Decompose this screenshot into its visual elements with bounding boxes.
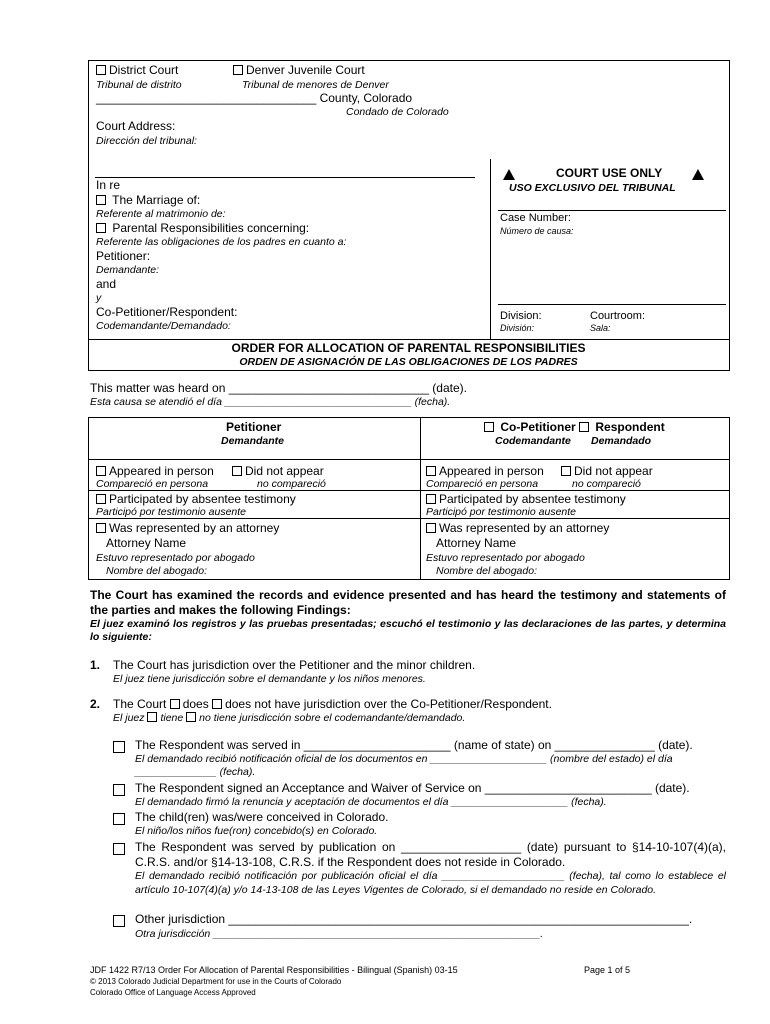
findings-intro-es: El juez examinó los registros y las pruebas presentadas; escuchó el testimonio y las declaraciones de las partes, y determina lo siguiente:	[90, 618, 726, 643]
petitioner-attorney-name-es: Nombre del abogado:	[106, 565, 207, 577]
division-label: Division:	[500, 310, 542, 322]
waiver-checkbox[interactable]	[113, 782, 133, 800]
does-checkbox[interactable]	[170, 699, 180, 709]
publication-checkbox[interactable]	[113, 841, 133, 859]
checkbox[interactable]	[232, 466, 242, 476]
in-re-label: In re	[96, 178, 121, 192]
petitioner-appeared-es: Compareció en persona	[96, 478, 209, 490]
option-label: Participated by absentee testimony	[439, 492, 626, 506]
triangle-right-icon	[692, 167, 704, 185]
respondent-did-not-appear-option[interactable]	[561, 464, 653, 478]
district-court-es: Tribunal de distrito	[96, 79, 182, 91]
juvenile-court-label: Denver Juvenile Court	[246, 63, 365, 77]
juvenile-court-checkbox[interactable]	[233, 65, 243, 75]
co-petitioner-es: Codemandante/Demandado:	[96, 320, 231, 332]
parental-label: Parental Responsibilities concerning:	[112, 221, 310, 235]
footer-approved: Colorado Office of Language Access Approved	[90, 988, 256, 997]
findings-intro: The Court has examined the records and evidence presented and has heard the testimony and statements of the parties and makes the following Findings:	[90, 588, 726, 617]
checkbox[interactable]	[426, 494, 436, 504]
county-es: Condado de Colorado	[346, 106, 449, 118]
respondent-appeared-option[interactable]	[426, 464, 544, 478]
served-checkbox[interactable]	[113, 739, 133, 757]
waiver-text-es: El demandado firmó la renuncia y aceptación de documentos el día ____________________ (fecha).	[135, 796, 607, 808]
court-address-label: Court Address:	[96, 119, 176, 133]
case-number-es: Número de causa:	[500, 226, 574, 236]
checkbox[interactable]	[426, 466, 436, 476]
respondent-attorney-name-es: Nombre del abogado:	[436, 565, 537, 577]
marriage-option[interactable]	[96, 193, 200, 207]
court-use-label: COURT USE ONLY	[556, 166, 663, 180]
juvenile-court-option[interactable]	[233, 63, 365, 77]
item-2-es-tiene: tiene	[160, 712, 184, 724]
respondent-appeared-es: Compareció en persona	[426, 478, 539, 490]
item-2-pre: The Court	[113, 697, 167, 711]
other-jurisdiction-text[interactable]: Other jurisdiction _____________________________________________________________________.	[135, 912, 693, 926]
footer-page-number: Page 1 of 5	[584, 965, 631, 975]
table-right	[729, 417, 730, 580]
option-label: Did not appear	[574, 464, 653, 478]
and-label: and	[96, 277, 117, 291]
co-petitioner-column-head	[484, 420, 665, 434]
court-use-separator-2	[498, 304, 726, 305]
option-label: Appeared in person	[439, 464, 544, 478]
county-line[interactable]: _________________________________ County, Colorado	[96, 91, 413, 105]
served-text-es-2: ______________ (fecha).	[135, 766, 256, 778]
courtroom-es: Sala:	[590, 323, 611, 333]
and-es: y	[96, 292, 102, 304]
court-use-es: USO EXCLUSIVO DEL TRIBUNAL	[509, 182, 676, 194]
heard-date-es: Esta causa se atendió el día ________________________________ (fecha).	[90, 396, 451, 408]
item-1-text: The Court has jurisdiction over the Petitioner and the minor children.	[113, 658, 476, 672]
no-tiene-checkbox[interactable]	[186, 712, 196, 722]
petitioner-did-not-appear-option[interactable]	[232, 464, 324, 478]
petitioner-attorney-option[interactable]	[96, 521, 279, 535]
respondent-absentee-option[interactable]	[426, 492, 626, 506]
served-text[interactable]: The Respondent was served in ______________________ (name of state) on _______________ (date).	[135, 738, 693, 752]
checkbox[interactable]	[96, 494, 106, 504]
does-not-checkbox[interactable]	[212, 699, 222, 709]
caption-separator	[95, 177, 475, 178]
table-bottom	[88, 579, 730, 580]
respondent-absentee-es: Participó por testimonio ausente	[426, 506, 576, 518]
option-label: Was represented by an attorney	[109, 521, 280, 535]
option-label: Did not appear	[245, 464, 324, 478]
box-top-border	[88, 60, 729, 61]
item-1-number: 1.	[90, 658, 101, 672]
division-es: División:	[500, 323, 535, 333]
respondent-attorney-option[interactable]	[426, 521, 609, 535]
marriage-label: The Marriage of:	[112, 193, 201, 207]
parental-option[interactable]	[96, 221, 309, 235]
item-1-text-es: El juez tiene jurisdicción sobre el demandante y los niños menores.	[113, 673, 426, 685]
co-petitioner-head-label: Co-Petitioner	[500, 420, 576, 434]
petitioner-attorney-name[interactable]: Attorney Name	[106, 536, 187, 550]
waiver-text[interactable]: The Respondent signed an Acceptance and Waiver of Service on _________________________ (date).	[135, 781, 690, 795]
court-use-divider	[490, 159, 491, 339]
item-2-text-es	[113, 712, 465, 724]
court-use-separator-1	[498, 210, 726, 211]
checkbox[interactable]	[561, 466, 571, 476]
petitioner-attorney-es: Estuvo representado por abogado	[96, 552, 255, 564]
item-2-post: does not have jurisdiction over the Co-Petitioner/Respondent.	[225, 697, 552, 711]
respondent-attorney-es: Estuvo representado por abogado	[426, 552, 585, 564]
petitioner-label: Petitioner:	[96, 249, 151, 263]
footer-form-id: JDF 1422 R7/13 Order For Allocation of Parental Responsibilities - Bilingual (Spanish) 03-15	[90, 965, 458, 975]
box-left-border	[88, 60, 89, 371]
table-row-1	[88, 459, 730, 460]
petitioner-absentee-option[interactable]	[96, 492, 296, 506]
checkbox[interactable]	[96, 466, 106, 476]
parental-checkbox[interactable]	[96, 223, 106, 233]
footer-copyright: © 2013 Colorado Judicial Department for use in the Courts of Colorado	[90, 977, 342, 986]
court-address-es: Dirección del tribunal:	[96, 135, 197, 147]
heard-date-line[interactable]: This matter was heard on ______________________________ (date).	[90, 381, 467, 395]
conceived-text: The child(ren) was/were conceived in Colorado.	[135, 810, 389, 824]
table-mid	[420, 417, 421, 580]
courtroom-label: Courtroom:	[590, 310, 646, 322]
petitioner-did-not-appear-es: no compareció	[257, 478, 326, 490]
marriage-es: Referente al matrimonio de:	[96, 208, 226, 220]
district-court-label: District Court	[109, 63, 179, 77]
item-2-es-post: no tiene jurisdicción sobre el codemandante/demandado.	[199, 712, 466, 724]
petitioner-absentee-es: Participó por testimonio ausente	[96, 506, 246, 518]
juvenile-court-es: Tribunal de menores de Denver	[242, 79, 389, 91]
served-text-es: El demandado recibió notificación oficial de los documentos en ____________________ (nombre del estado) el día	[135, 753, 673, 765]
option-label: Participated by absentee testimony	[109, 492, 296, 506]
publication-text-es: El demandado recibió notificación por publicación oficial el día _____________________ (fecha), tal como lo establece el artículo 10-107(4)(a) y/o 14-13-108 de las Leyes Vigentes de Colorado, si el demandado no reside en Colorado.	[135, 870, 726, 896]
item-2-number: 2.	[90, 697, 101, 711]
respondent-head-label: Respondent	[595, 420, 665, 434]
petitioner-es: Demandante:	[96, 264, 160, 276]
district-court-checkbox[interactable]	[96, 65, 106, 75]
box-bottom-border	[88, 370, 730, 371]
respondent-did-not-appear-es: no compareció	[572, 478, 641, 490]
parental-es: Referente las obligaciones de los padres en cuanto a:	[96, 236, 347, 248]
table-left	[88, 417, 89, 580]
page-title: ORDER FOR ALLOCATION OF PARENTAL RESPONSIBILITIES	[231, 341, 586, 355]
item-2-text	[113, 697, 552, 711]
case-number-label: Case Number:	[500, 212, 571, 224]
petitioner-column-head-es: Demandante	[221, 435, 285, 447]
respondent-checkbox[interactable]	[579, 422, 589, 432]
publication-text[interactable]: The Respondent was served by publication on __________________ (date) pursuant to §14-10-107(4)(a), C.R.S. and/or §14-13-108, C.R.S. if the Respondent does not reside in Colorado.	[135, 840, 726, 869]
codemandante-label: Codemandante	[495, 435, 571, 447]
table-row-3	[88, 518, 730, 519]
checkbox[interactable]	[96, 523, 106, 533]
page-title-es: ORDEN DE ASIGNACIÓN DE LAS OBLIGACIONES DE LOS PADRES	[239, 356, 578, 368]
other-jurisdiction-checkbox[interactable]	[113, 913, 133, 931]
item-2-es-pre: El juez	[113, 712, 145, 724]
demandado-label: Demandado	[591, 435, 652, 447]
respondent-attorney-name[interactable]: Attorney Name	[436, 536, 517, 550]
tiene-checkbox[interactable]	[147, 712, 157, 722]
co-petitioner-checkbox[interactable]	[484, 422, 494, 432]
marriage-checkbox[interactable]	[96, 195, 106, 205]
option-label: Was represented by an attorney	[439, 521, 610, 535]
conceived-checkbox[interactable]	[113, 811, 133, 829]
other-jurisdiction-es: Otra jurisdicción ________________________________________________________.	[135, 928, 544, 940]
checkbox[interactable]	[426, 523, 436, 533]
box-right-border	[729, 60, 730, 371]
table-row-2	[88, 490, 730, 491]
caption-divider	[88, 339, 729, 340]
petitioner-appeared-option[interactable]	[96, 464, 214, 478]
item-2-does: does	[182, 697, 209, 711]
co-petitioner-label: Co-Petitioner/Respondent:	[96, 305, 238, 319]
option-label: Appeared in person	[109, 464, 214, 478]
petitioner-column-head: Petitioner	[226, 420, 282, 434]
district-court-option[interactable]	[96, 63, 178, 77]
table-top	[88, 417, 730, 418]
conceived-text-es: El niño/los niños fue(ron) concebido(s) en Colorado.	[135, 825, 378, 837]
